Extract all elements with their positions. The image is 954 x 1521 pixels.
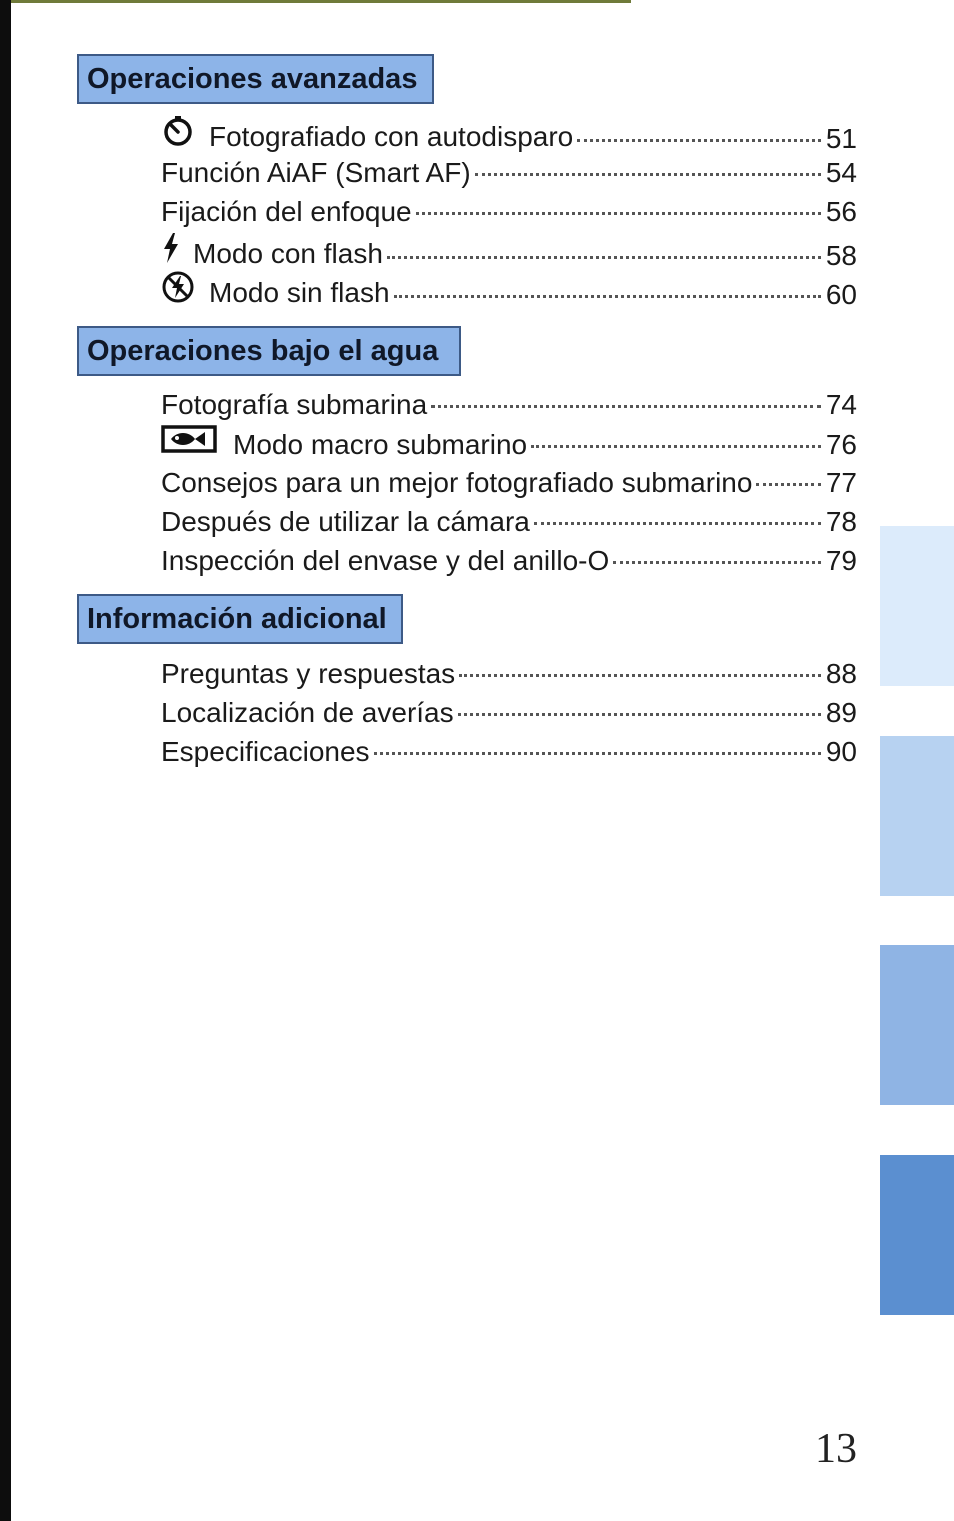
toc-entry-label: Modo con flash	[193, 237, 383, 269]
section-header-operaciones-avanzadas	[77, 54, 434, 104]
toc-entry-page: 79	[825, 545, 857, 576]
toc-entry[interactable]	[161, 385, 857, 424]
underwater-macro-icon	[161, 424, 217, 464]
flash-off-icon	[161, 270, 195, 314]
toc-entry-label: Fotografía submarina	[161, 389, 428, 420]
toc-entry-label: Fotografiado con autodisparo	[209, 120, 574, 152]
toc-entry[interactable]	[161, 424, 857, 463]
dot-leader	[374, 752, 821, 755]
toc-entry-page: 78	[825, 506, 857, 537]
flash-icon	[161, 231, 181, 275]
toc-entry-page: 56	[825, 196, 857, 227]
toc-entry[interactable]	[161, 270, 857, 309]
toc-entry[interactable]	[161, 192, 857, 231]
dot-leader	[431, 405, 821, 408]
binding-edge	[0, 0, 11, 1521]
toc-entry[interactable]	[161, 693, 857, 732]
top-rule	[11, 0, 631, 3]
toc-entry[interactable]	[161, 153, 857, 192]
toc-entry-label: Función AiAF (Smart AF)	[161, 157, 471, 188]
toc-list-informacion-adicional	[161, 654, 857, 771]
toc-entry[interactable]	[161, 732, 857, 771]
toc-entry-label: Especificaciones	[161, 736, 370, 767]
toc-entry-label: Fijación del enfoque	[161, 196, 412, 227]
toc-entry-label: Consejos para un mejor fotografiado submarino	[161, 467, 753, 498]
toc-entry[interactable]	[161, 502, 857, 541]
section-header-operaciones-bajo-el-agua	[77, 326, 461, 376]
toc-entry-page: 51	[825, 123, 857, 154]
section-title: Operaciones bajo el agua	[87, 335, 439, 367]
toc-entry-page: 74	[825, 389, 857, 420]
self-timer-icon	[161, 114, 195, 158]
toc-entry-page: 76	[825, 429, 857, 460]
dot-leader	[531, 445, 821, 448]
dot-leader	[459, 674, 821, 677]
side-tab-3[interactable]	[880, 945, 954, 1105]
side-tab-2[interactable]	[880, 736, 954, 896]
toc-entry-page: 88	[825, 658, 857, 689]
dot-leader	[756, 483, 821, 486]
toc-entry-page: 77	[825, 467, 857, 498]
dot-leader	[577, 139, 821, 142]
toc-entry-label: Modo macro submarino	[233, 428, 528, 460]
section-title: Operaciones avanzadas	[87, 63, 418, 95]
dot-leader	[387, 256, 821, 259]
toc-entry[interactable]	[161, 654, 857, 693]
toc-entry-page: 89	[825, 697, 857, 728]
toc-entry-label: Localización de averías	[161, 697, 454, 728]
toc-entry[interactable]	[161, 463, 857, 502]
dot-leader	[613, 561, 821, 564]
toc-entry[interactable]	[161, 541, 857, 580]
toc-entry-label: Preguntas y respuestas	[161, 658, 456, 689]
section-header-informacion-adicional	[77, 594, 403, 644]
dot-leader	[458, 713, 821, 716]
side-tab-1[interactable]	[880, 526, 954, 686]
toc-list-operaciones-bajo-el-agua	[161, 385, 857, 580]
toc-entry-page: 58	[825, 240, 857, 271]
toc-entry-page: 54	[825, 157, 857, 188]
toc-list-operaciones-avanzadas	[161, 114, 857, 309]
toc-entry[interactable]	[161, 231, 857, 270]
toc-entry[interactable]	[161, 114, 857, 153]
toc-entry-page: 90	[825, 736, 857, 767]
toc-entry-label: Inspección del envase y del anillo-O	[161, 545, 610, 576]
dot-leader	[534, 522, 821, 525]
toc-entry-page: 60	[825, 279, 857, 310]
page-number: 13	[815, 1426, 857, 1472]
toc-entry-label: Después de utilizar la cámara	[161, 506, 530, 537]
side-tab-4[interactable]	[880, 1155, 954, 1315]
dot-leader	[475, 173, 821, 176]
toc-entry-label: Modo sin flash	[209, 276, 390, 308]
dot-leader	[394, 295, 821, 298]
section-title: Información adicional	[87, 603, 387, 635]
dot-leader	[416, 212, 821, 215]
